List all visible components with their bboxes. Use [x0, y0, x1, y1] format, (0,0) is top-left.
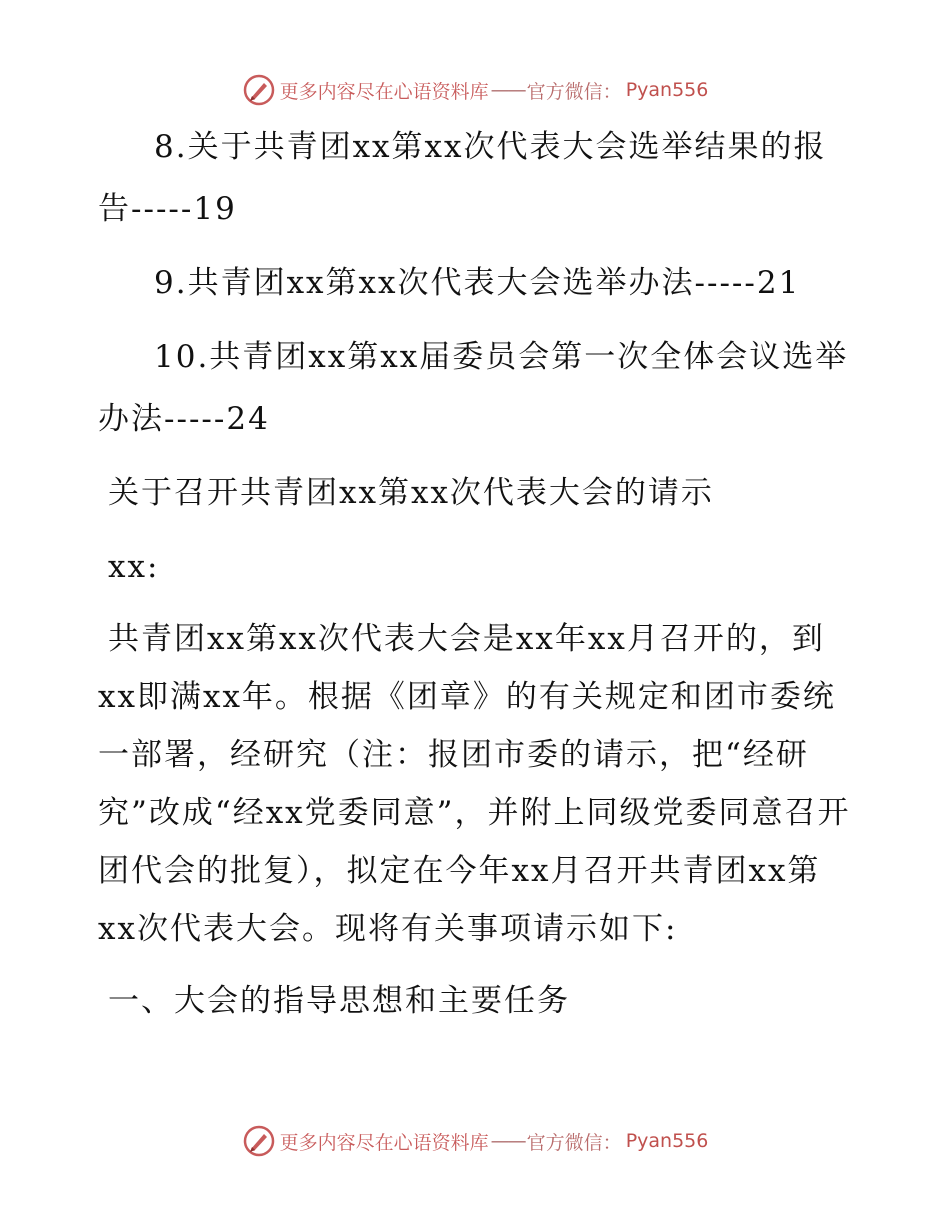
request-body: 共青团xx第xx次代表大会是xx年xx月召开的，到xx即满xx年。根据《团章》的有关规定和团市委统一部署，经研究（注：报团市委的请示，把“经研究”改成“经xx党委同意”，并附上同级党委同意召开团代会的批复），拟定在今年xx月召开共青团xx第xx次代表大会。现将有关事项请示如下: [98, 621, 851, 947]
watermark-footer [0, 1121, 950, 1161]
watermark-wechat-id: Pyan556 [625, 79, 709, 101]
request-title: 关于召开共青团xx第xx次代表大会的请示 [108, 475, 714, 511]
watermark-separator: —— [490, 1130, 525, 1152]
toc-item-10: 10.共青团xx第xx届委员会第一次全体会议选举办法-----24 [98, 339, 849, 437]
toc-item-9: 9.共青团xx第xx次代表大会选举办法-----21 [154, 265, 801, 301]
toc-item-8: 8.关于共青团xx第xx次代表大会选举结果的报告-----19 [98, 129, 827, 227]
watermark-header [0, 70, 950, 110]
watermark-label: 官方微信： [526, 1131, 622, 1154]
watermark-wechat-id: Pyan556 [625, 1130, 709, 1152]
watermark-separator: —— [490, 79, 525, 101]
pen-logo-icon [242, 1124, 276, 1158]
watermark-slogan: 更多内容尽在心语资料库 [279, 1131, 489, 1154]
watermark-slogan: 更多内容尽在心语资料库 [279, 80, 489, 103]
document-body [98, 116, 858, 1032]
watermark-label: 官方微信： [526, 80, 622, 103]
section-heading: 一、大会的指导思想和主要任务 [108, 983, 570, 1019]
pen-logo-icon [242, 73, 276, 107]
request-salutation: xx: [108, 549, 160, 585]
